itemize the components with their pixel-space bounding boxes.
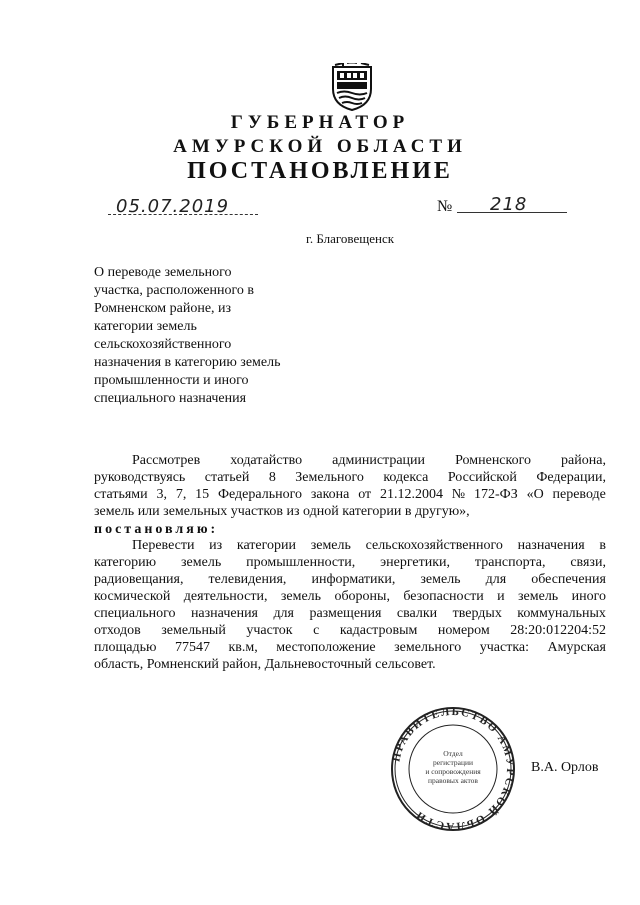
word: Федерального	[217, 487, 302, 502]
word: космической	[94, 589, 171, 604]
word: от	[358, 487, 372, 502]
word: твердых	[452, 606, 502, 621]
word: с	[313, 623, 320, 638]
word: энергетики,	[380, 555, 451, 570]
word: для	[485, 572, 507, 587]
word: №	[451, 487, 466, 502]
word: «О	[526, 487, 544, 502]
word: Рассмотрев	[132, 453, 201, 468]
word: Перевести	[132, 538, 195, 553]
word: переводе	[552, 487, 606, 502]
word: закона	[310, 487, 350, 502]
word: ходатайство	[230, 453, 303, 468]
word: иного	[571, 589, 606, 604]
word: номером	[437, 623, 490, 638]
word: земельный	[161, 623, 226, 638]
word: земель	[310, 538, 351, 553]
word: кв.м,	[228, 640, 258, 655]
word: руководствуясь	[94, 470, 186, 485]
word: категорию	[94, 555, 157, 570]
word: обеспечения	[531, 572, 606, 587]
number-underline	[457, 212, 567, 214]
word: 8	[268, 470, 276, 485]
word: 172-ФЗ	[473, 487, 518, 502]
word: Российской	[447, 470, 517, 485]
document-type: ПОСТАНОВЛЕНИЕ	[187, 158, 453, 184]
word: категории	[236, 538, 297, 553]
word: кодекса	[383, 470, 429, 485]
word: 77547	[174, 640, 210, 655]
word: участка:	[479, 640, 530, 655]
text-line	[94, 537, 606, 554]
subject-line: участка, расположенного в	[94, 283, 254, 298]
word: отходов	[94, 623, 141, 638]
text-line	[94, 605, 606, 622]
word: участок	[246, 623, 293, 638]
word: 21.12.2004	[379, 487, 443, 502]
word: земель	[420, 572, 461, 587]
signer-name: В.А. Орлов	[531, 760, 599, 775]
word: транспорта,	[474, 555, 546, 570]
text-line: область, Ромненский район, Дальневосточный сельсовет.	[94, 657, 436, 672]
subject-line: категории земель	[94, 319, 197, 334]
text-line	[94, 486, 606, 503]
word: статьями	[94, 487, 148, 502]
resolve-word: постановляю:	[94, 522, 219, 537]
word: назначения	[190, 606, 258, 621]
word: телевидения,	[208, 572, 287, 587]
word: из	[209, 538, 223, 553]
text-line	[94, 554, 606, 571]
word: радиовещания,	[94, 572, 184, 587]
word: специального	[94, 606, 176, 621]
subject-line: промышленности и иного	[94, 373, 249, 388]
word: 15	[195, 487, 210, 502]
order-paragraph	[94, 537, 606, 673]
text-line: земель или земельных участков из одной категории в другую»,	[94, 504, 470, 519]
word: размещения	[309, 606, 382, 621]
document-number: 218	[490, 194, 528, 215]
word: района,	[561, 453, 606, 468]
subject-line: Ромненском районе, из	[94, 301, 232, 316]
word: 7,	[175, 487, 187, 502]
word: Амурская	[547, 640, 606, 655]
word: в	[599, 538, 606, 553]
seal-inner-line: Отдел	[443, 749, 463, 758]
word: площадью	[94, 640, 157, 655]
subject-line: назначения в категорию земель	[94, 355, 281, 370]
word: связи,	[570, 555, 606, 570]
word: кадастровым	[339, 623, 418, 638]
word: земель	[280, 589, 322, 604]
word: обороны,	[334, 589, 390, 604]
word: администрации	[332, 453, 426, 468]
word: свалки	[396, 606, 438, 621]
region-title: АМУРСКОЙ ОБЛАСТИ	[173, 136, 467, 157]
seal-outer-text: ПРАВИТЕЛЬСТВО АМУРСКОЙ ОБЛАСТИ	[390, 706, 517, 832]
word: земельного	[394, 640, 462, 655]
date-underline	[108, 214, 258, 216]
seal-inner-line: правовых актов	[428, 776, 478, 785]
subject-line: специального назначения	[94, 391, 247, 406]
city: г. Благовещенск	[305, 231, 395, 246]
word: Ромненского	[455, 453, 532, 468]
subject-line: сельскохозяйственного	[94, 337, 232, 352]
word: сельскохозяйственного	[365, 538, 503, 553]
word: промышленности,	[246, 555, 356, 570]
text-line	[94, 639, 606, 656]
coat-of-arms-icon	[331, 63, 373, 111]
word: статьей	[204, 470, 250, 485]
official-seal	[385, 706, 521, 832]
word: 3,	[156, 487, 167, 502]
word: коммунальных	[517, 606, 606, 621]
word: информатики,	[311, 572, 396, 587]
word: назначения	[517, 538, 585, 553]
word: местоположение	[276, 640, 376, 655]
text-line	[94, 469, 606, 486]
document-subject	[94, 264, 324, 408]
subject-line: О переводе земельного	[94, 265, 232, 280]
word: и	[497, 589, 505, 604]
word: земель	[518, 589, 559, 604]
text-line	[94, 588, 606, 605]
word: Федерации,	[536, 470, 606, 485]
seal-inner-line: регистрации	[433, 758, 473, 767]
text-line	[94, 452, 606, 469]
word: для	[273, 606, 294, 621]
word: земель	[181, 555, 222, 570]
preamble-paragraph	[94, 452, 606, 520]
word: безопасности	[403, 589, 484, 604]
seal-inner-line: и сопровождения	[425, 767, 481, 776]
word: 28:20:012204:52	[510, 623, 606, 638]
number-sign: №	[437, 198, 453, 215]
document-date: 05.07.2019	[116, 196, 230, 217]
text-line	[94, 571, 606, 588]
text-line	[94, 622, 606, 639]
word: деятельности,	[183, 589, 268, 604]
governor-title: ГУБЕРНАТОР	[230, 112, 410, 133]
word: Земельного	[295, 470, 364, 485]
